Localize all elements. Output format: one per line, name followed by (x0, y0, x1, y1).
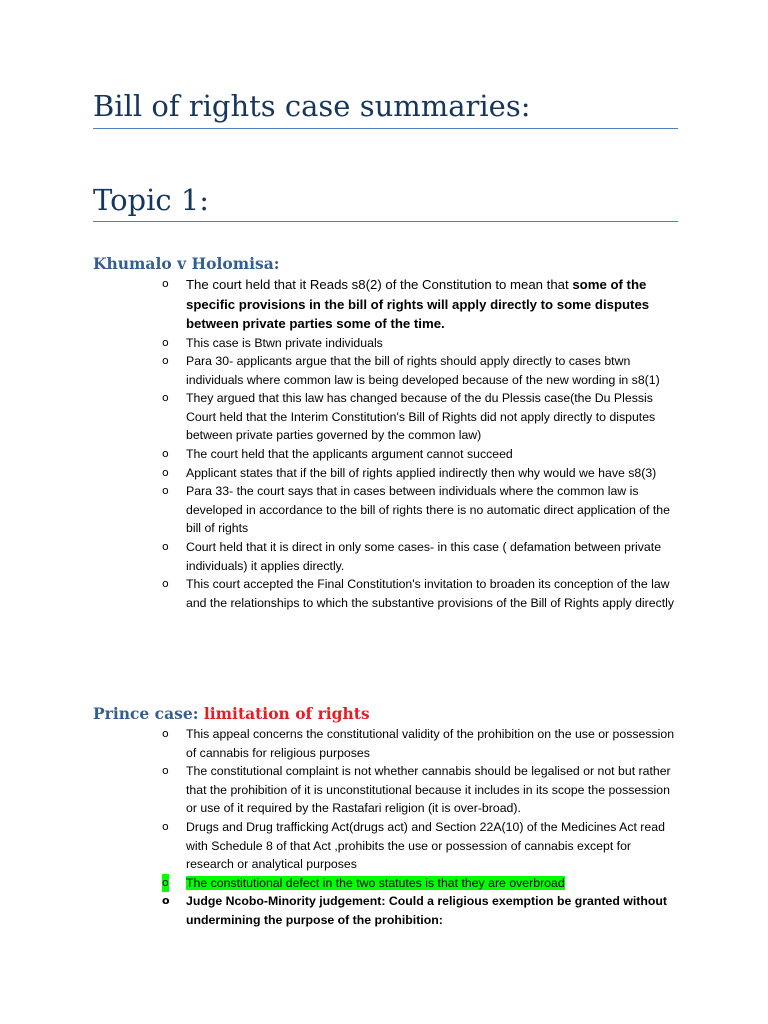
item-text: Para 30- applicants argue that the bill of rights should apply directly to cases btwn individuals where common law is being developed because of the new wording in s8(1) (186, 354, 660, 387)
item-text: Para 33- the court says that in cases between individuals where the common law is developed in accordance to the bill of rights there is no automatic direct application of the bill of rights (186, 484, 670, 536)
case-heading-khumalo (93, 254, 279, 274)
bullet-marker: o (162, 354, 169, 368)
bullet-marker: o (162, 391, 169, 405)
list-item (0, 352, 676, 389)
item-text: Applicant states that if the bill of rights applied indirectly then why would we have s8(3) (186, 465, 657, 480)
list-item (0, 275, 676, 334)
item-text: They argued that this law has changed because of the du Plessis case(the Du Plessis Court held that the Interim Constitution's Bill of Rights did not apply directly to disputes between private parties governed by the common law) (186, 391, 656, 443)
case-heading-text: Khumalo v Holomisa: (93, 254, 280, 273)
list-item (0, 482, 676, 538)
item-text: Drugs and Drug trafficking Act(drugs act) and Section 22A(10) of the Medicines Act read with Schedule 8 of that Act ,prohibits the use or possession of cannabis except for research or analytical purposes (186, 819, 665, 872)
topic-heading: Topic 1: (93, 183, 210, 217)
case-heading-highlight: limitation of rights (203, 704, 370, 723)
prince-bullet-list (0, 725, 768, 930)
bullet-marker: o (162, 764, 169, 778)
item-text: The constitutional complaint is not whether cannabis should be legalised or not but rather that the prohibition of it is unconstitutional because it includes in its scope the possession or use of it required by the Rastafari religion (it is over-broad). (186, 764, 671, 816)
bullet-marker: o (162, 447, 169, 461)
list-item (0, 464, 676, 483)
list-item (0, 445, 676, 464)
case-heading-text: Prince case: (93, 704, 204, 723)
title-rule (93, 128, 678, 129)
bullet-marker: o (162, 540, 169, 554)
khumalo-bullet-list (0, 275, 768, 612)
item-text: This case is Btwn private individuals (186, 335, 383, 350)
bullet-marker: o (162, 335, 169, 349)
bullet-marker: o (162, 465, 169, 479)
list-item (0, 538, 676, 575)
item-text: Court held that it is direct in only some cases- in this case ( defamation between private individuals) it applies directly. (186, 540, 662, 573)
list-item (0, 575, 676, 612)
bullet-marker: o (162, 727, 169, 740)
bullet-marker: o (162, 874, 169, 893)
bullet-marker: o (162, 819, 169, 833)
bullet-marker: o (162, 577, 169, 591)
list-item (0, 334, 676, 353)
list-item (0, 818, 676, 874)
item-text: Judge Ncobo-Minority judgement: Could a religious exemption be granted without undermining the purpose of the prohibition: (186, 894, 667, 927)
bullet-marker: o (162, 894, 170, 908)
item-text: The court held that the applicants argument cannot succeed (186, 447, 513, 462)
list-item-highlighted (0, 874, 676, 893)
item-text-bold: some of the specific provisions in the bill of rights will apply directly to some disputes between private parties some of the time. (186, 277, 650, 331)
item-text: This court accepted the Final Constitution's invitation to broaden its conception of the law and the relationships to which the substantive provisions of the Bill of Rights apply directly (186, 577, 675, 610)
bullet-marker: o (162, 277, 169, 290)
topic-rule (93, 221, 678, 222)
item-text-highlighted: The constitutional defect in the two statutes is that they are overbroad (186, 875, 565, 890)
list-item (0, 892, 676, 929)
bullet-marker: o (162, 484, 169, 498)
document-title: Bill of rights case summaries: (93, 89, 531, 123)
list-item (0, 389, 676, 445)
case-heading-prince (93, 704, 370, 724)
item-text: This appeal concerns the constitutional validity of the prohibition on the use or possession of cannabis for religious purposes (186, 727, 675, 760)
item-text-plain: The court held that it Reads s8(2) of the Constitution to mean that (186, 277, 573, 292)
list-item (0, 725, 676, 762)
list-item (0, 762, 676, 818)
